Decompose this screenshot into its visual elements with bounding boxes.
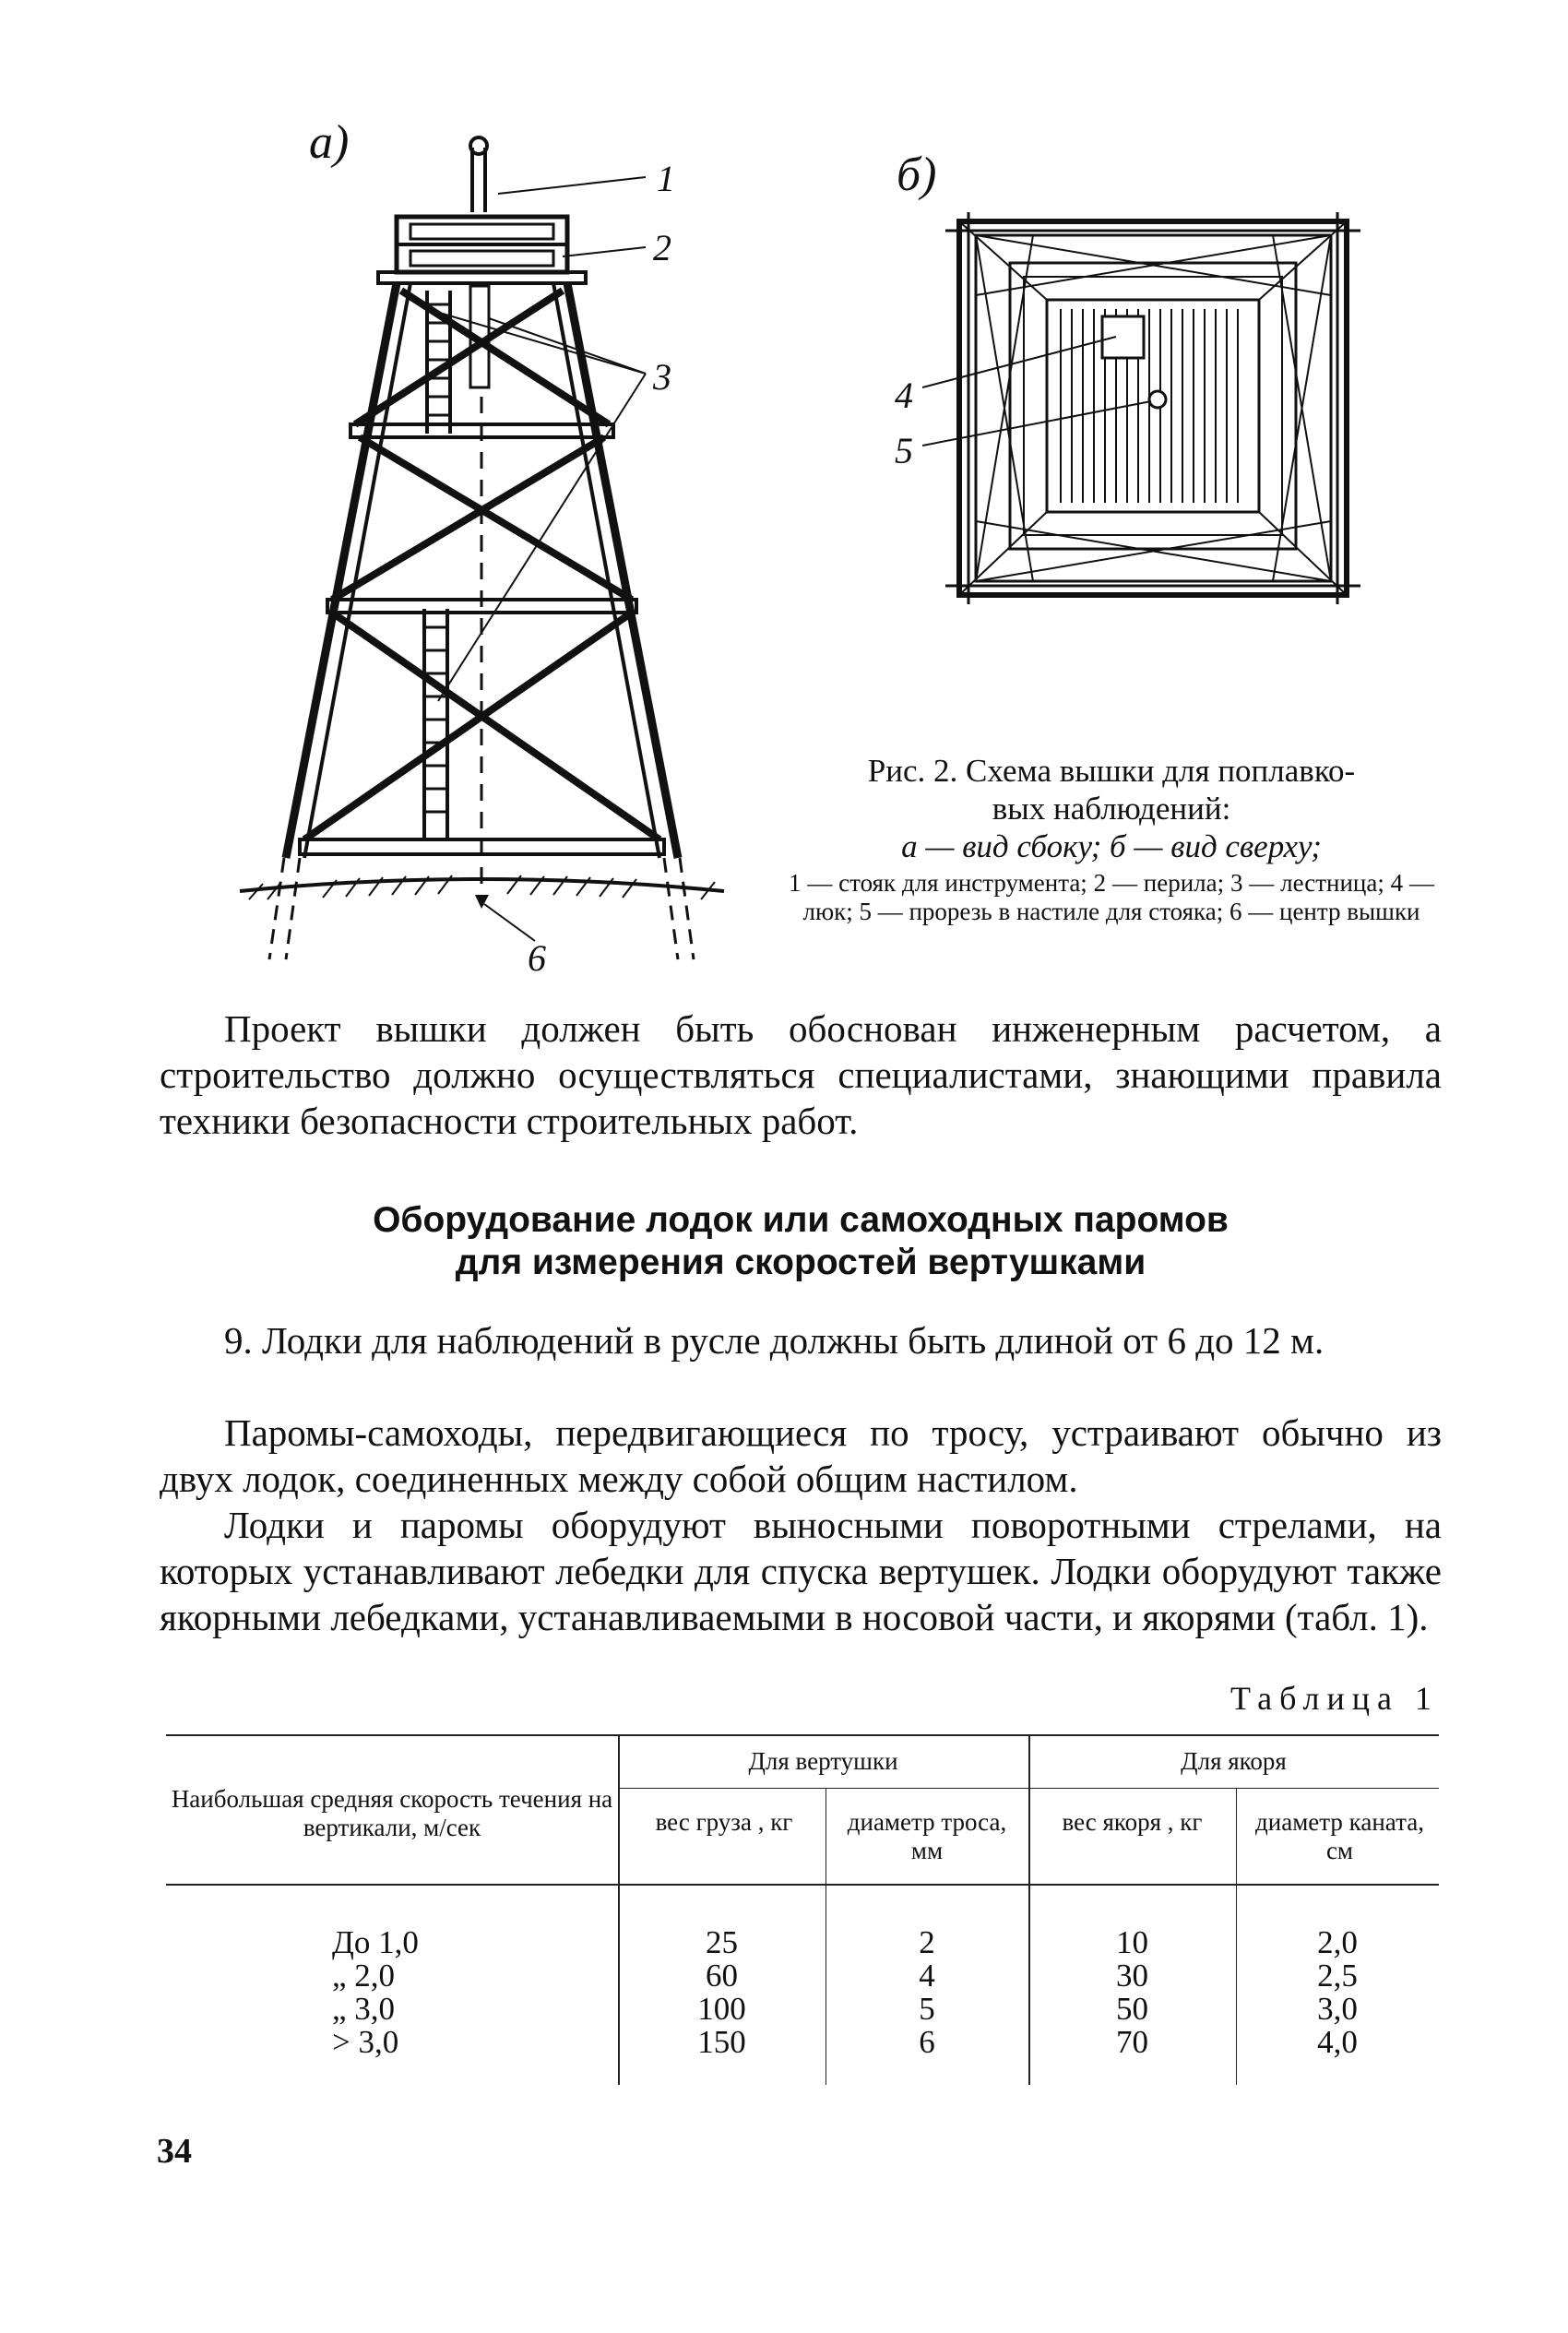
header-cable-diameter: диаметр троса, мм bbox=[847, 1808, 1007, 1864]
table-cell-r0-c3: 10 bbox=[1116, 1924, 1148, 1960]
header-weight-load: вес груза , кг bbox=[655, 1808, 793, 1836]
table-cell-r3-c2: 6 bbox=[919, 2024, 935, 2060]
table-cell-r3-c3: 70 bbox=[1116, 2024, 1148, 2060]
table-cell-r2-c4: 3,0 bbox=[1317, 1991, 1358, 2027]
table-cell-r3-c4: 4,0 bbox=[1317, 2024, 1358, 2060]
table-cell-r3-c0: > 3,0 bbox=[332, 2024, 399, 2060]
table-cell-r2-c0: „ 3,0 bbox=[332, 1991, 396, 2027]
paragraph-project: Проект вышки должен быть обоснован инженерным расчетом, а строительство должно осуществляться специалистами, знающими правила техники безопасности строительных работ. bbox=[160, 1007, 1442, 1142]
table-cell-r2-c1: 100 bbox=[697, 1991, 746, 2027]
table-caption: Таблица 1 bbox=[1230, 1680, 1439, 1717]
figure-label-a: а) bbox=[309, 116, 350, 169]
table-cell-r1-c1: 60 bbox=[706, 1958, 738, 1994]
callout-6: 6 bbox=[528, 937, 546, 979]
table-cell-r3-c1: 150 bbox=[697, 2024, 746, 2060]
table-cell-r1-c0: „ 2,0 bbox=[332, 1958, 396, 1994]
tower-top-view-drawing bbox=[922, 208, 1365, 613]
table-cell-r1-c4: 2,5 bbox=[1317, 1958, 1358, 1994]
callout-5: 5 bbox=[895, 430, 913, 471]
figure-caption bbox=[789, 752, 1434, 926]
paragraph-boats-length: 9. Лодки для наблюдений в русле должны быть длиной от 6 до 12 м. bbox=[224, 1319, 1324, 1362]
callout-4: 4 bbox=[895, 375, 913, 416]
header-anchor-weight: вес якоря , кг bbox=[1062, 1808, 1203, 1836]
table-header-rule bbox=[166, 1884, 1439, 1886]
data-table bbox=[166, 1734, 1439, 2085]
table-cell-r0-c1: 25 bbox=[706, 1924, 738, 1960]
header-rope-diameter: диаметр каната, см bbox=[1255, 1808, 1424, 1864]
table-cell-r2-c3: 50 bbox=[1116, 1991, 1148, 2027]
caption-legend: 1 — стояк для инструмента; 2 — перила; 3 — лестница; 4 — люк; 5 — прорезь в настиле для стояка; 6 — центр вышки bbox=[789, 869, 1434, 925]
header-speed: Наибольшая средняя скорость течения на вертикали, м/сек bbox=[171, 1785, 613, 1841]
section-heading-line1: Оборудование лодок или самоходных паромов bbox=[373, 1200, 1229, 1240]
table-cell-r1-c3: 30 bbox=[1116, 1958, 1148, 1994]
callout-3: 3 bbox=[653, 356, 671, 398]
tower-side-view-drawing bbox=[212, 129, 784, 987]
header-group-anchor: Для якоря bbox=[1181, 1747, 1287, 1775]
paragraph-ferries: Паромы-самоходы, передвигающиеся по тросу, устраивают обычно из двух лодок, соединенных между собой общим настилом. bbox=[160, 1411, 1442, 1500]
header-group-current-meter: Для вертушки bbox=[748, 1747, 898, 1775]
table-cell-r0-c4: 2,0 bbox=[1317, 1924, 1358, 1960]
paragraph-equipment: Лодки и паромы оборудуют выносными поворотными стрелами, на которых устанавливают лебедки для спуска вертушек. Лодки оборудуют также якорными лебедками, устанавливаемыми в носовой части, и якорями (табл. 1). bbox=[160, 1504, 1442, 1638]
table-cell-r1-c2: 4 bbox=[919, 1958, 935, 1994]
caption-subtitle: а — вид сбоку; б — вид сверху; bbox=[901, 828, 1322, 864]
section-heading bbox=[160, 1199, 1442, 1284]
table-top-rule bbox=[166, 1734, 1439, 1736]
section-heading-line2: для измерения скоростей вертушками bbox=[455, 1243, 1146, 1282]
callout-2: 2 bbox=[653, 227, 671, 268]
table-cell-r0-c2: 2 bbox=[919, 1924, 935, 1960]
page-number: 34 bbox=[157, 2132, 192, 2171]
caption-title-line2: вых наблюдений: bbox=[992, 791, 1231, 827]
table-cell-r2-c2: 5 bbox=[919, 1991, 935, 2027]
figure-label-b: б) bbox=[897, 149, 937, 201]
table-cell-r0-c0: До 1,0 bbox=[332, 1924, 419, 1960]
caption-title-line1: Рис. 2. Схема вышки для поплавко- bbox=[867, 753, 1356, 789]
callout-1: 1 bbox=[657, 158, 675, 199]
